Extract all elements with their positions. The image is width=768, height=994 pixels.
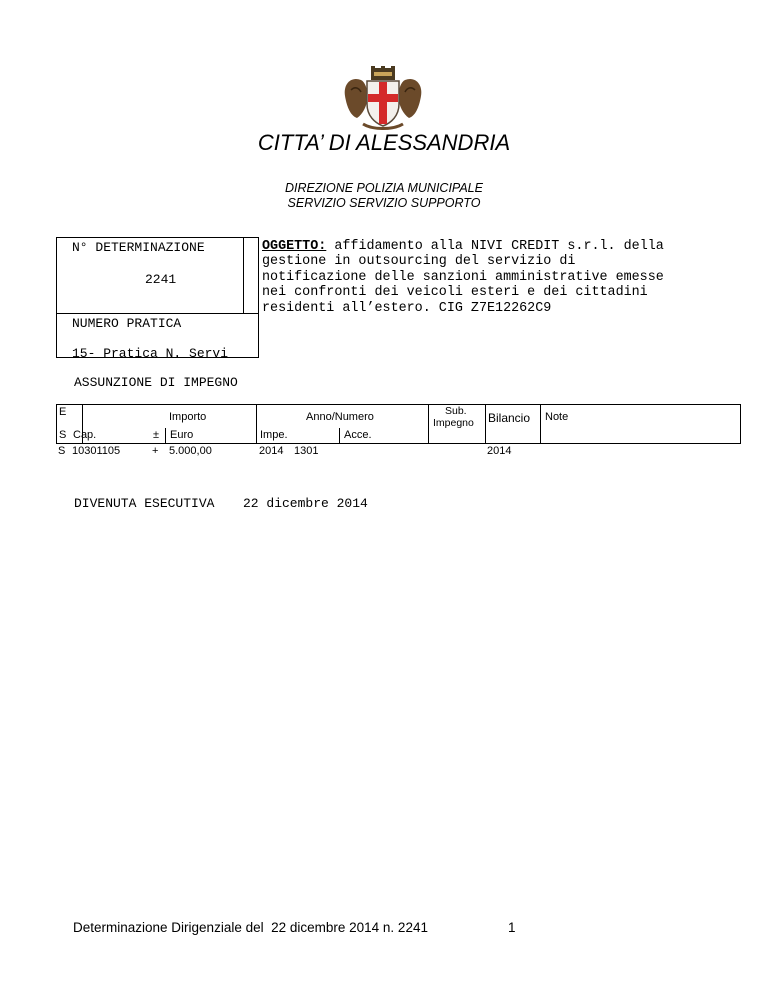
header-euro: Euro xyxy=(170,429,194,441)
oggetto-block xyxy=(262,239,722,316)
header-bilancio: Bilancio xyxy=(488,411,531,425)
oggetto-text-line-5: residenti all’estero. CIG Z7E12262C9 xyxy=(262,300,552,316)
esecutiva-label: DIVENUTA ESECUTIVA xyxy=(74,496,215,511)
row-bilancio: 2014 xyxy=(487,445,512,457)
oggetto-text-line-4: nei confronti dei veicoli esteri e dei cittadini xyxy=(262,285,648,301)
pratica-value: 15- Pratica N. Servi xyxy=(72,346,229,361)
header-importo: Importo xyxy=(169,411,207,423)
header-impe: Impe. xyxy=(260,429,288,441)
page-number: 1 xyxy=(508,920,516,935)
determinazione-label: N° DETERMINAZIONE xyxy=(72,240,205,255)
header-sub: Sub. xyxy=(445,405,467,417)
row-impe-num: 1301 xyxy=(294,445,319,457)
oggetto-text-line-2: gestione in outsourcing del servizio di xyxy=(262,254,576,270)
header-cap: Cap. xyxy=(73,429,97,441)
oggetto-label: OGGETTO: xyxy=(262,239,327,254)
header-anno-numero: Anno/Numero xyxy=(306,411,374,423)
row-sign: + xyxy=(152,445,159,457)
row-cap: 10301105 xyxy=(72,445,121,457)
row-impe-anno: 2014 xyxy=(259,445,284,457)
impegno-table xyxy=(56,404,741,444)
department-line-2: SERVIZIO SERVIZIO SUPPORTO xyxy=(287,196,481,210)
esecutiva-date: 22 dicembre 2014 xyxy=(243,496,368,511)
oggetto-text-line-1: affidamento alla NIVI CREDIT s.r.l. della xyxy=(326,239,664,254)
city-title: CITTA’ DI ALESSANDRIA xyxy=(257,130,511,155)
header-impegno: Impegno xyxy=(433,417,474,429)
determinazione-number: 2241 xyxy=(145,272,177,287)
coat-of-arms-icon xyxy=(341,66,425,130)
department-heading xyxy=(0,181,768,211)
header-e: E xyxy=(59,406,67,418)
pratica-label: NUMERO PRATICA xyxy=(72,316,182,331)
header-note: Note xyxy=(545,411,569,423)
row-es: S xyxy=(58,445,66,457)
department-line-1: DIREZIONE POLIZIA MUNICIPALE xyxy=(285,181,483,195)
header-acce: Acce. xyxy=(344,429,372,441)
row-euro: 5.000,00 xyxy=(169,445,212,457)
impegno-section-title: ASSUNZIONE DI IMPEGNO xyxy=(74,375,238,390)
oggetto-text-line-3: notificazione delle sanzioni amministrative emesse xyxy=(262,269,664,285)
header-plus-minus: ± xyxy=(153,429,160,441)
footer-text: Determinazione Dirigenziale del 22 dicembre 2014 n. 2241 xyxy=(73,920,428,935)
table-row xyxy=(56,445,741,459)
header-s: S xyxy=(59,429,67,441)
